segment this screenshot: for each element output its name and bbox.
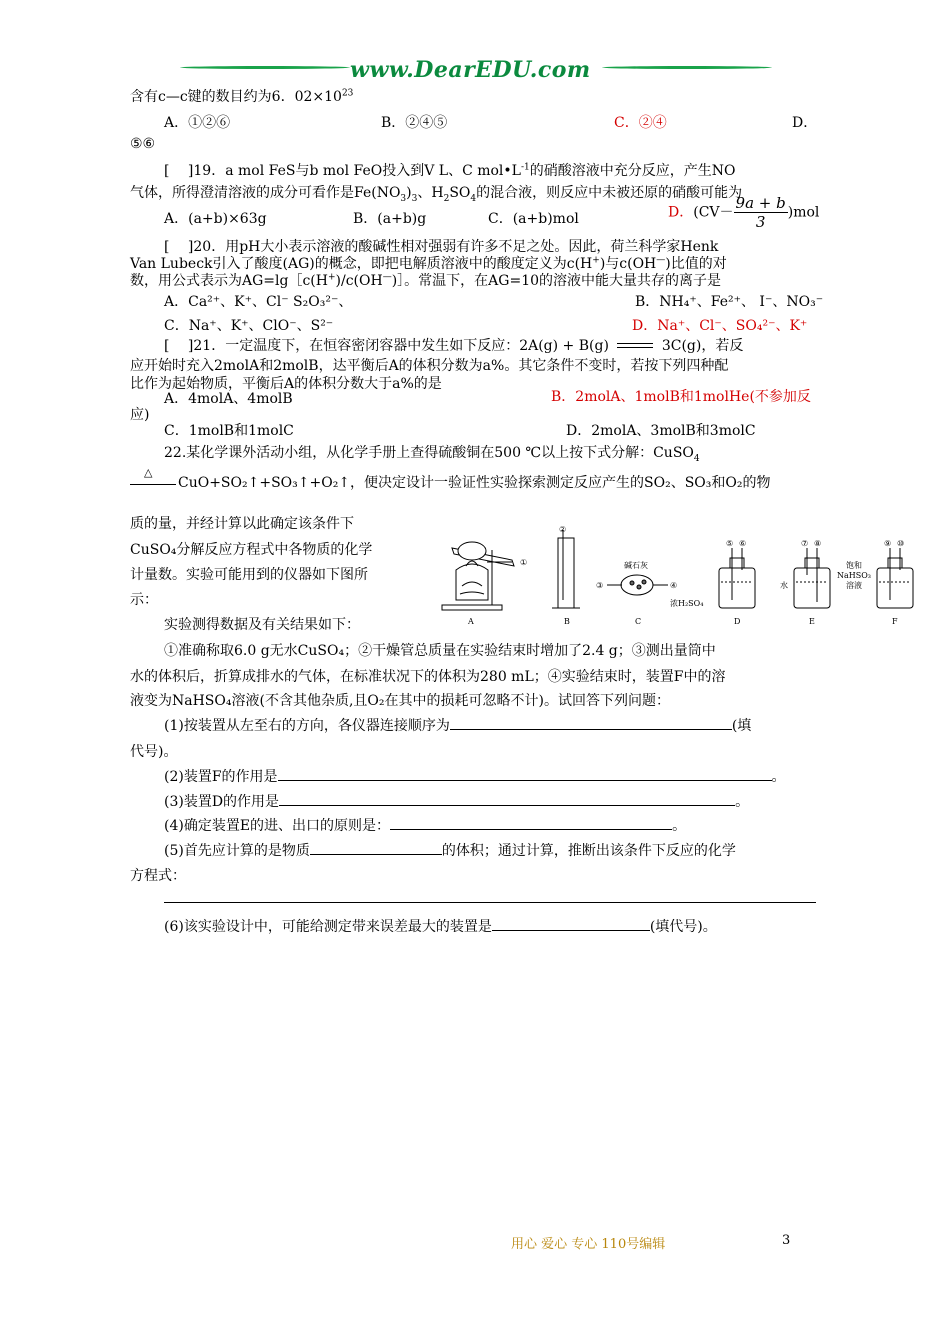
water-label: 水 [780,581,788,590]
q22-data2: 水的体积后，折算成排水的气体，在标准状况下的体积为280 mL；④实验结束时，装置F中的溶 [130,669,726,685]
q18-option-b: B．②④⑤ [381,115,448,131]
q22-data-intro: 实验测得数据及有关结果如下： [164,617,360,633]
port-7: ⑦ [801,539,809,548]
q18-option-d-cont: ⑤⑥ [130,136,156,152]
q20-option-a: A．Ca²⁺、K⁺、Cl⁻ S₂O₃²⁻、 [164,294,353,310]
q22-sub3: (3)装置D的作用是 。 [164,791,749,811]
answer-blank-equation[interactable] [164,902,816,903]
label-a: A [468,617,474,626]
sat-label-3: 溶液 [846,581,862,590]
label-f: F [892,617,898,626]
q21-line1: [ ]21．一定温度下，在恒容密闭容器中发生如下反应：2A(g) + B(g) 3C(g)，若反 [164,338,744,354]
conc-acid-label: 浓H₂SO₄ [670,599,704,608]
q22-sub5-cont: 方程式： [130,868,186,884]
q19-option-b: B．(a+b)g [353,211,427,227]
q22-wrap1: 质的量，并经计算以此确定该条件下 [130,516,354,532]
q19-line1: [ ]19．a mol FeS与b mol FeO投入到V L、C $mol•L^{-1}$的硝酸溶液中充分反应，产生NO [164,162,736,179]
q18-line: 含有c—c键的数目约为6．$02\times 10^{23}$ [130,88,354,105]
q22-sub2: (2)装置F的作用是 。 [164,766,786,786]
port-9: ⑨ [884,539,892,548]
equilibrium-arrow-icon [617,341,653,351]
q22-sub6: (6)该实验设计中，可能给测定带来误差最大的装置是 (填代号)。 [164,916,717,936]
q20-line2: Van Lubeck引入了酸度(AG)的概念，即把电解质溶液中的酸度定义为c(H+)与c(OH—)比值的对 [130,255,727,272]
q22-line1: 22.某化学课外活动小组，从化学手册上查得硫酸铜在500 ℃以上按下式分解：CuSO$_4$ [164,445,700,464]
q21-option-a: A．4molA、4molB [164,391,293,407]
q20-line3: 数，用公式表示为AG=lg［c(H+)/c(OH—)］。常温下，在AG=10的溶液中能大量共存的离子是 [130,272,722,289]
q18-option-c: C．②④ [614,115,667,131]
q21-option-d: D．2molA、3molB和3molC [566,423,756,439]
port-5: ⑤ [726,539,734,548]
apparatus-a [442,542,514,610]
q21-option-b: B．2molA、1molB和1molHe(不参加反 [551,389,811,405]
q20-line1: [ ]20．用pH大小表示溶液的酸碱性相对强弱有许多不足之处。因此，荷兰科学家Henk [164,239,719,255]
label-e: E [809,617,815,626]
soda-lime-label: 碱石灰 [624,561,648,570]
sat-label-2: NaHSO₃ [837,571,871,580]
answer-blank-3[interactable] [279,791,735,806]
port-3: ③ [596,581,604,590]
q19-option-c: C．(a+b)mol [488,211,579,227]
page-number: 3 [782,1233,791,1248]
q20-option-d: D．Na⁺、Cl⁻、SO₄²⁻、K⁺ [632,318,808,334]
q18-option-d: D． [792,115,818,131]
q22-line2: CuO+SO₂↑+SO₃↑+O₂↑，便决定设计一验证性实验探索测定反应产生的SO₂、SO₃和O₂的物 [178,475,771,491]
port-1: ① [520,558,528,567]
port-6: ⑥ [739,539,747,548]
apparatus-c [607,575,668,595]
q22-data3: 液变为NaHSO₄溶液(不含其他杂质,且O₂在其中的损耗可忽略不计)。试回答下列问题： [130,693,670,709]
header-swoosh-left [180,66,350,69]
q20-option-b: B．NH₄⁺、Fe²⁺、 I⁻、NO₃⁻ [635,294,824,310]
q22-wrap2: CuSO₄分解反应方程式中各物质的化学 [130,542,373,558]
q22-sub1-cont: 代号)。 [130,744,178,760]
q22-wrap4: 示： [130,592,158,608]
q19-option-a: A．(a+b)×63g [164,211,267,227]
q21-line2: 应开始时充入2molA和2molB，达平衡后A的体积分数为a%。其它条件不变时，若按下列四种配 [130,358,729,374]
q21-line3: 比作为起始物质，平衡后A的体积分数大于a%的是 [130,376,442,392]
q21-option-b-cont: 应) [130,407,150,423]
q22-wrap3: 计量数。实验可能用到的仪器如下图所 [130,567,368,583]
answer-blank-6[interactable] [492,916,650,931]
q19-fraction: $\frac{9a + b}{3}$ [735,194,786,231]
q19-option-d: D．(CV－ $\frac{9a + b}{3}$ )mol [668,194,820,231]
apparatus-d [719,548,755,608]
port-4: ④ [670,581,678,590]
port-2: ② [559,525,567,534]
answer-blank-4[interactable] [390,815,672,830]
port-10: ⑩ [897,539,905,548]
label-d: D [734,617,741,626]
answer-blank-1[interactable] [450,715,732,730]
footer-slogan: 用心 爱心 专心 110号编辑 [511,1237,666,1252]
apparatus-figure [432,520,922,628]
q18-option-a: A．①②⑥ [164,115,231,131]
q22-sub5: (5)首先应计算的是物质 的体积；通过计算，推断出该条件下反应的化学 [164,840,736,860]
answer-blank-2[interactable] [278,766,772,781]
q22-sub1: (1)按装置从左至右的方向，各仪器连接顺序为 (填 [164,715,751,735]
q19-line2: 气体，所得澄清溶液的成分可看作是$Fe(NO_3)_3$、$H_2SO_4$的混合液，则反应中未被还原的硝酸可能为 [130,185,743,204]
header-swoosh-right [602,66,772,69]
q21-option-c: C．1molB和1molC [164,423,294,439]
label-c: C [635,617,642,626]
q22-reaction-arrow: △ [130,468,176,488]
q22-sub4: (4)确定装置E的进、出口的原则是： 。 [164,815,686,835]
apparatus-b [552,530,580,608]
port-8: ⑧ [814,539,822,548]
header-site-logo: www.DearEDU.com [350,57,591,83]
q20-option-c: C．Na⁺、K⁺、ClO⁻、S²⁻ [164,318,334,334]
label-b: B [564,617,570,626]
sat-label-1: 饱和 [846,561,862,570]
answer-blank-5[interactable] [310,840,442,855]
apparatus-f [877,548,913,608]
q22-data1: ①准确称取6.0 g无水CuSO₄；②干燥管总质量在实验结束时增加了2.4 g；③测出量筒中 [164,643,716,659]
apparatus-e [794,548,830,608]
